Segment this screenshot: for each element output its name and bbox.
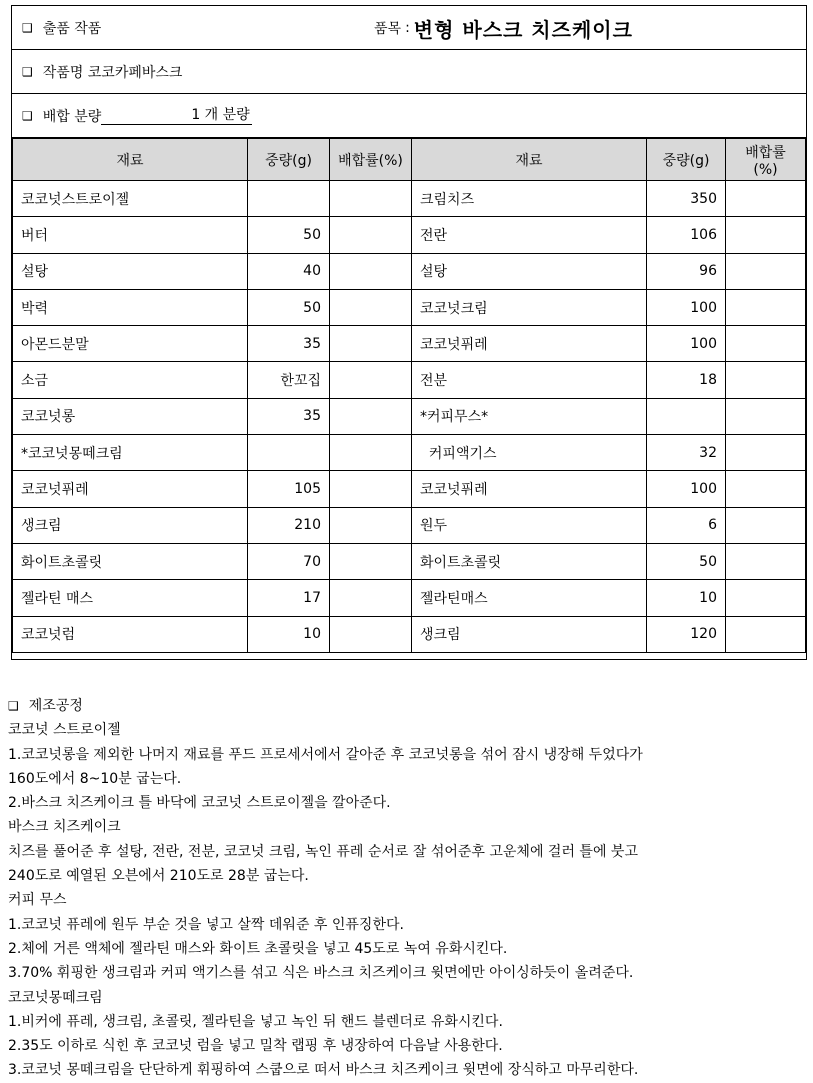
weight-cell: 50	[647, 543, 726, 579]
weight-cell: 10	[647, 580, 726, 616]
ingredient-name: 원두	[412, 507, 647, 543]
weight-cell	[248, 181, 330, 217]
ratio-cell	[330, 217, 412, 253]
process-line: 2.체에 거른 액체에 젤라틴 매스와 화이트 초콜릿을 넣고 45도로 녹여 유화시킨다.	[8, 940, 508, 957]
table-row	[13, 507, 806, 543]
ingredient-name: 코코넛퓌레	[13, 471, 248, 507]
table-row	[13, 181, 806, 217]
weight-cell	[248, 435, 330, 471]
ratio-cell	[726, 253, 806, 289]
weight-cell: 6	[647, 507, 726, 543]
weight-cell: 100	[647, 471, 726, 507]
process-line: 치즈를 풀어준 후 설탕, 전란, 전분, 코코넛 크림, 녹인 퓨레 순서로 잘 섞어준후 고운체에 걸러 틀에 붓고	[8, 843, 638, 860]
checkbox-bullet-icon: ❑	[8, 699, 19, 713]
process-line: 1.코코넛 퓨레에 원두 부순 것을 넣고 살짝 데워준 후 인퓨징한다.	[8, 916, 404, 933]
product-colon: :	[405, 20, 410, 36]
work-name: 작품명 코코카페바스크	[42, 64, 183, 81]
weight-cell: 40	[248, 253, 330, 289]
ingredient-name: 코코넛스트로이젤	[13, 181, 248, 217]
process-line: 2.35도 이하로 식힌 후 코코넛 럼을 넣고 밀착 랩핑 후 냉장하여 다음날 사용한다.	[8, 1038, 503, 1055]
ratio-cell	[330, 435, 412, 471]
process-line: 3.70% 휘핑한 생크림과 커피 액기스를 섞고 식은 바스크 치즈케이크 윗면에만 아이싱하듯이 올려준다.	[8, 965, 634, 982]
ratio-cell	[726, 543, 806, 579]
ingredient-name: 코코넛퓌레	[412, 471, 647, 507]
weight-cell: 100	[647, 289, 726, 325]
ingredient-name: 코코넛크림	[412, 289, 647, 325]
weight-cell: 105	[248, 471, 330, 507]
table-row	[13, 543, 806, 579]
ratio-cell	[726, 217, 806, 253]
ratio-cell	[726, 181, 806, 217]
weight-cell: 50	[248, 289, 330, 325]
table-row	[13, 362, 806, 398]
process-line: 1.코코넛롱을 제외한 나머지 재료를 푸드 프로세서에서 갈아준 후 코코넛롱을 섞어 잠시 냉장해 두었다가	[8, 746, 643, 763]
process-line: 코코넛 스트로이젤	[8, 722, 121, 739]
ingredient-name: 박력	[13, 289, 248, 325]
weight-cell: 100	[647, 326, 726, 362]
ratio-cell	[330, 507, 412, 543]
ingredient-name: 설탕	[412, 253, 647, 289]
table-row	[13, 217, 806, 253]
ratio-cell	[726, 507, 806, 543]
ingredient-name: 코코넛퓌레	[412, 326, 647, 362]
weight-cell: 18	[647, 362, 726, 398]
batch-label: 배합 분량	[42, 108, 102, 125]
entry-row	[12, 6, 806, 50]
weight-cell: 32	[647, 435, 726, 471]
batch-quantity: 1 개 분량	[101, 106, 251, 125]
ratio-cell	[726, 289, 806, 325]
ingredient-name: *커피무스*	[412, 398, 647, 434]
ratio-cell	[330, 398, 412, 434]
ratio-cell	[330, 616, 412, 652]
weight-cell: 35	[248, 326, 330, 362]
ratio-cell	[330, 471, 412, 507]
ingredient-name: 전분	[412, 362, 647, 398]
ratio-cell	[726, 471, 806, 507]
ratio-cell	[726, 326, 806, 362]
process-line: 바스크 치즈케이크	[8, 819, 121, 836]
batch-row	[12, 94, 806, 138]
weight-cell: 70	[248, 543, 330, 579]
ingredient-name: 전란	[412, 217, 647, 253]
weight-cell: 210	[248, 507, 330, 543]
table-row	[13, 398, 806, 434]
process-line: 코코넛몽떼크림	[8, 989, 103, 1006]
ingredient-name: 소금	[13, 362, 248, 398]
ingredient-name: 젤라틴 매스	[13, 580, 248, 616]
col-header: 재료	[13, 139, 248, 181]
col-header: 중량(g)	[248, 139, 330, 181]
table-row	[13, 580, 806, 616]
ingredient-name: 화이트초콜릿	[13, 543, 248, 579]
weight-cell: 10	[248, 616, 330, 652]
ingredient-name: 코코넛롱	[13, 398, 248, 434]
recipe-frame	[11, 5, 807, 660]
table-row	[13, 289, 806, 325]
ingredient-name: 화이트초콜릿	[412, 543, 647, 579]
ingredient-name: 크림치즈	[412, 181, 647, 217]
process-line: 2.바스크 치즈케이크 틀 바닥에 코코넛 스트로이젤을 깔아준다.	[8, 795, 391, 812]
ratio-cell	[330, 253, 412, 289]
process-line: 1.비커에 퓨레, 생크림, 초콜릿, 젤라틴을 넣고 녹인 뒤 핸드 블렌더로 유화시킨다.	[8, 1013, 503, 1030]
product-label: 품목	[374, 21, 402, 37]
ingredient-name: 커피액기스	[412, 435, 647, 471]
ingredient-name: 설탕	[13, 253, 248, 289]
ingredient-name: 생크림	[412, 616, 647, 652]
col-header: 중량(g)	[647, 139, 726, 181]
ingredient-name: 젤라틴매스	[412, 580, 647, 616]
col-header: 재료	[412, 139, 647, 181]
product-field	[374, 6, 633, 50]
col-header: 배합률(%)	[330, 139, 412, 181]
process-title	[8, 694, 808, 718]
ratio-cell	[330, 580, 412, 616]
ratio-cell	[726, 435, 806, 471]
process-line: 160도에서 8~10분 굽는다.	[8, 770, 182, 787]
table-header-row	[13, 139, 806, 181]
weight-cell: 96	[647, 253, 726, 289]
process-title-text: 제조공정	[28, 698, 83, 714]
weight-cell: 350	[647, 181, 726, 217]
weight-cell: 106	[647, 217, 726, 253]
ingredient-name: 아몬드분말	[13, 326, 248, 362]
process-line: 커피 무스	[8, 892, 67, 909]
process-line: 240도로 예열된 오븐에서 210도로 28분 굽는다.	[8, 868, 309, 885]
weight-cell: 50	[248, 217, 330, 253]
ingredient-name: *코코넛몽떼크림	[13, 435, 248, 471]
ratio-cell	[726, 580, 806, 616]
table-row	[13, 616, 806, 652]
col-header: 배합률(%)	[726, 139, 806, 181]
table-row	[13, 471, 806, 507]
checkbox-bullet-icon: ❑	[22, 20, 33, 35]
checkbox-bullet-icon: ❑	[22, 64, 33, 79]
table-row	[13, 435, 806, 471]
checkbox-bullet-icon: ❑	[22, 108, 33, 123]
process-lines	[8, 718, 808, 1082]
ratio-cell	[330, 326, 412, 362]
process-line: 3.코코넛 몽떼크림을 단단하게 휘핑하여 스쿱으로 떠서 바스크 치즈케이크 윗면에 장식하고 마무리한다.	[8, 1062, 639, 1079]
entry-label: 출품 작품	[42, 20, 102, 37]
product-name: 변형 바스크 치즈케이크	[413, 17, 633, 42]
weight-cell	[647, 398, 726, 434]
work-name-row	[12, 50, 806, 94]
weight-cell: 120	[647, 616, 726, 652]
ingredient-name: 버터	[13, 217, 248, 253]
ratio-cell	[330, 181, 412, 217]
ingredient-name: 생크림	[13, 507, 248, 543]
weight-cell: 한꼬집	[248, 362, 330, 398]
ratio-cell	[330, 543, 412, 579]
ratio-cell	[330, 362, 412, 398]
ratio-cell	[726, 398, 806, 434]
ingredient-table	[12, 138, 806, 653]
table-row	[13, 253, 806, 289]
ratio-cell	[330, 289, 412, 325]
ingredient-name: 코코넛럼	[13, 616, 248, 652]
ratio-cell	[726, 616, 806, 652]
weight-cell: 35	[248, 398, 330, 434]
weight-cell: 17	[248, 580, 330, 616]
process-section	[8, 694, 808, 1083]
table-row	[13, 326, 806, 362]
ratio-cell	[726, 362, 806, 398]
